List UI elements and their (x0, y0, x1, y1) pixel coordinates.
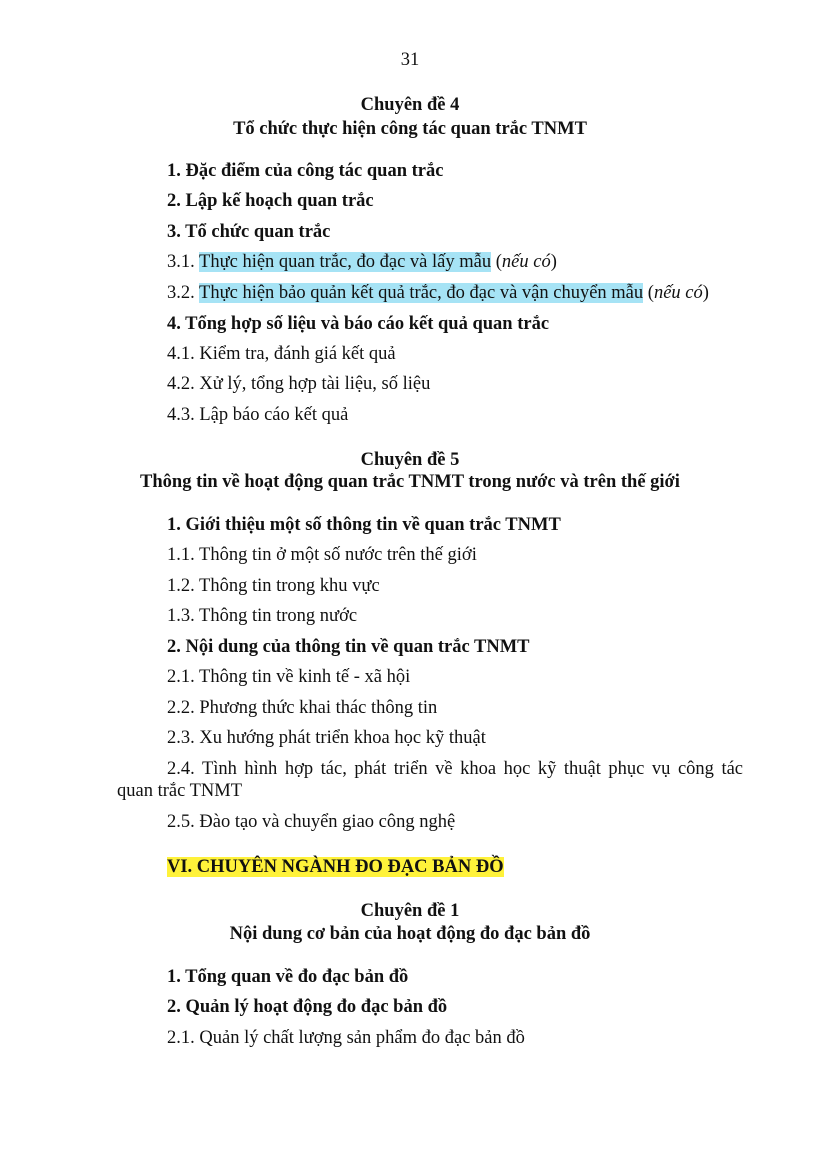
topic5-item-1-3: 1.3. Thông tin trong nước (167, 606, 358, 626)
topic4-item-2: 2. Lập kế hoạch quan trắc (167, 191, 374, 211)
topic1-item-1: 1. Tổng quan về đo đạc bản đồ (167, 967, 409, 987)
topic1-item-2: 2. Quản lý hoạt động đo đạc bản đồ (167, 997, 448, 1017)
topic1-heading: Chuyên đề 1 (360, 901, 460, 921)
italic-note: nếu có (653, 283, 703, 303)
topic4-item-1: 1. Đặc điểm của công tác quan trắc (167, 161, 444, 181)
topic4-item-4-2: 4.2. Xử lý, tổng hợp tài liệu, số liệu (167, 374, 431, 394)
topic4-item-3: 3. Tổ chức quan trắc (167, 222, 331, 242)
topic5-item-2-3: 2.3. Xu hướng phát triển khoa học kỹ thuật (167, 728, 486, 748)
paren-open: ( (643, 283, 654, 303)
paren-close: ) (702, 283, 709, 303)
topic5-item-2-5: 2.5. Đào tạo và chuyển giao công nghệ (167, 812, 456, 832)
topic4-heading: Chuyên đề 4 (360, 95, 460, 115)
topic5-item-1-1: 1.1. Thông tin ở một số nước trên thế giới (167, 545, 477, 565)
highlighted-text: Thực hiện bảo quản kết quả trắc, đo đạc và vận chuyển mẫu (199, 283, 644, 303)
topic4-item-4-1: 4.1. Kiểm tra, đánh giá kết quả (167, 344, 396, 364)
highlighted-text: Thực hiện quan trắc, đo đạc và lấy mẫu (199, 252, 492, 272)
topic4-title: Tổ chức thực hiện công tác quan trắc TNMT (233, 119, 587, 139)
topic4-item-3-1 (167, 250, 557, 274)
topic5-item-2-2: 2.2. Phương thức khai thác thông tin (167, 698, 438, 718)
item-number: 3.2. (167, 283, 200, 303)
topic5-item-2-4-line1: 2.4. Tình hình hợp tác, phát triển về khoa học kỹ thuật phục vụ công tác (167, 759, 743, 779)
section-vi-title (167, 855, 504, 879)
topic5-item-2-1: 2.1. Thông tin về kinh tế - xã hội (167, 667, 411, 687)
topic5-heading: Chuyên đề 5 (360, 450, 460, 470)
topic1-title: Nội dung cơ bản của hoạt động đo đạc bản đồ (229, 924, 591, 944)
topic4-item-3-2 (167, 281, 709, 305)
paren-open: ( (491, 252, 502, 272)
topic5-item-1: 1. Giới thiệu một số thông tin về quan trắc TNMT (167, 515, 561, 535)
topic5-item-2-4-line2: quan trắc TNMT (117, 781, 243, 801)
topic4-item-4-3: 4.3. Lập báo cáo kết quả (167, 405, 349, 425)
topic1-item-2-1: 2.1. Quản lý chất lượng sản phẩm đo đạc bản đồ (167, 1028, 525, 1048)
topic5-item-2: 2. Nội dung của thông tin về quan trắc TNMT (167, 637, 530, 657)
topic5-item-1-2: 1.2. Thông tin trong khu vực (167, 576, 380, 596)
topic4-item-4: 4. Tổng hợp số liệu và báo cáo kết quả quan trắc (167, 314, 550, 334)
section-vi-highlight: VI. CHUYÊN NGÀNH ĐO ĐẠC BẢN ĐỒ (167, 857, 504, 877)
item-number: 3.1. (167, 252, 200, 272)
topic5-title: Thông tin về hoạt động quan trắc TNMT trong nước và trên thế giới (140, 472, 680, 492)
italic-note: nếu có (501, 252, 551, 272)
paren-close: ) (550, 252, 557, 272)
page-number: 31 (400, 50, 420, 70)
